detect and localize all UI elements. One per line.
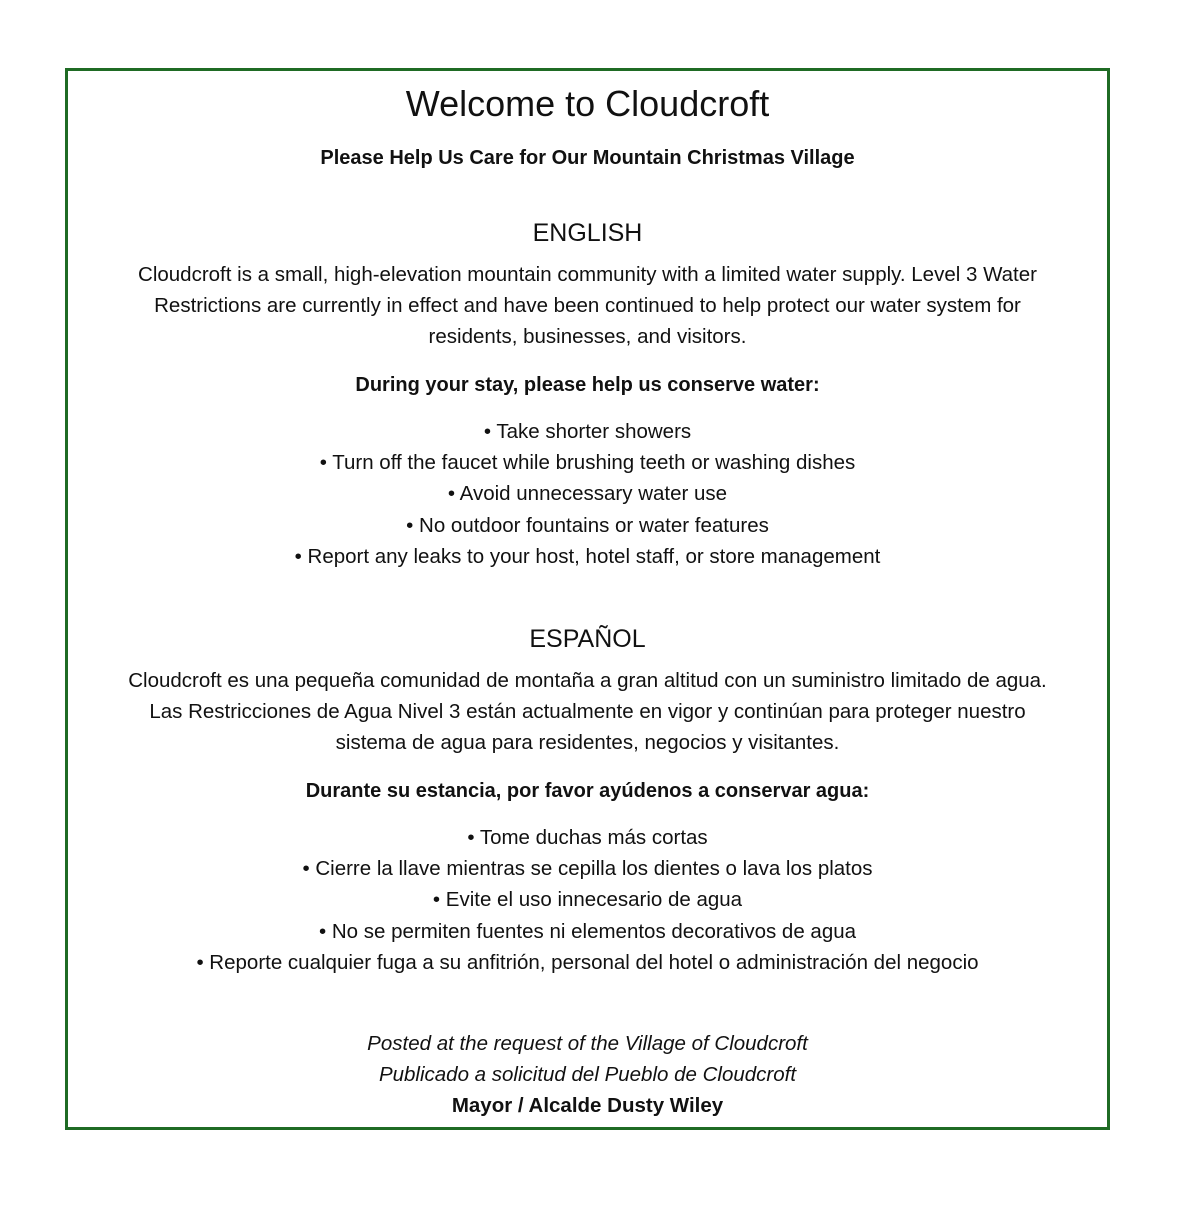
spanish-heading: ESPAÑOL [529, 625, 646, 654]
english-heading: ENGLISH [532, 219, 643, 247]
spanish-paragraph [73, 665, 1103, 758]
mayor-signature: Mayor / Alcalde Dusty Wiley [451, 1094, 724, 1118]
list-item: • Reporte cualquier fuga a su anfitrión, personal del hotel o administración del negocio [196, 950, 979, 974]
english-section [68, 218, 1107, 572]
notice-title: Welcome to Cloudcroft [405, 83, 770, 124]
list-item: • Tome duchas más cortas [467, 826, 708, 850]
posted-request-english: Posted at the request of the Village of Cloudcroft [367, 1032, 808, 1056]
spanish-paragraph-line: Las Restricciones de Agua Nivel 3 están actualmente en vigor y continúan para proteger nuestro [149, 700, 1026, 724]
english-bullet-list [68, 416, 1107, 572]
notice-footer [68, 1028, 1107, 1121]
spanish-conserve-heading: Durante su estancia, por favor ayúdenos a conservar agua: [305, 780, 870, 803]
list-item: • Avoid unnecessary water use [447, 482, 728, 506]
list-item: • Take shorter showers [483, 420, 692, 443]
english-paragraph-line: Restrictions are currently in effect and have been continued to help protect our water system for [154, 294, 1021, 317]
notice-subtitle: Please Help Us Care for Our Mountain Christmas Village [320, 147, 855, 169]
english-conserve-heading: During your stay, please help us conserve water: [355, 374, 820, 396]
list-item: • No outdoor fountains or water features [406, 513, 769, 537]
english-paragraph [73, 259, 1103, 352]
spanish-section [68, 624, 1107, 978]
english-paragraph-line: residents, businesses, and visitors. [428, 325, 747, 348]
list-item: • Turn off the faucet while brushing teeth or washing dishes [319, 451, 856, 475]
posted-request-spanish: Publicado a solicitud del Pueblo de Cloudcroft [378, 1063, 797, 1087]
spanish-paragraph-line: Cloudcroft es una pequeña comunidad de montaña a gran altitud con un suministro limitado de agua. [128, 669, 1047, 693]
list-item: • Report any leaks to your host, hotel staff, or store management [294, 544, 881, 568]
notice-frame [65, 68, 1110, 1130]
spanish-bullet-list [68, 822, 1107, 978]
english-paragraph-line: Cloudcroft is a small, high-elevation mountain community with a limited water supply. Level 3 Water [138, 263, 1037, 286]
list-item: • No se permiten fuentes ni elementos decorativos de agua [318, 919, 857, 943]
spanish-paragraph-line: sistema de agua para residentes, negocios y visitantes. [335, 731, 840, 755]
list-item: • Cierre la llave mientras se cepilla los dientes o lava los platos [302, 857, 873, 881]
list-item: • Evite el uso innecesario de agua [432, 888, 743, 912]
